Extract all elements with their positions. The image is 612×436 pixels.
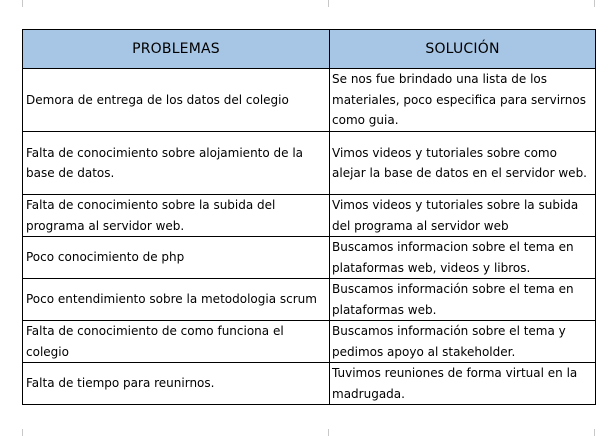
table-row xyxy=(23,132,596,195)
table-row xyxy=(23,279,596,321)
table-row xyxy=(23,321,596,363)
margin-mark-top-mid xyxy=(328,0,329,7)
solution-cell: Tuvimos reuniones de forma virtual en la madrugada. xyxy=(330,363,596,405)
margin-mark-top-left xyxy=(22,0,23,7)
solution-cell: Buscamos informacion sobre el tema en plataformas web, videos y libros. xyxy=(330,237,596,279)
problem-cell: Demora de entrega de los datos del colegio xyxy=(23,69,330,132)
table-row xyxy=(23,237,596,279)
margin-mark-bottom-mid xyxy=(328,429,329,436)
margin-mark-top-right xyxy=(594,0,595,7)
margin-mark-bottom-left xyxy=(22,429,23,436)
solution-cell: Buscamos información sobre el tema y pedimos apoyo al stakeholder. xyxy=(330,321,596,363)
problem-cell: Falta de conocimiento sobre alojamiento de la base de datos. xyxy=(23,132,330,195)
solution-cell: Se nos fue brindado una lista de los materiales, poco especifica para servirnos como guia. xyxy=(330,69,596,132)
problem-cell: Poco entendimiento sobre la metodologia scrum xyxy=(23,279,330,321)
table-row xyxy=(23,69,596,132)
header-problems: PROBLEMAS xyxy=(23,30,330,69)
table-row xyxy=(23,195,596,237)
problem-cell: Falta de conocimiento de como funciona el colegio xyxy=(23,321,330,363)
problem-cell: Falta de tiempo para reunirnos. xyxy=(23,363,330,405)
problems-solutions-table xyxy=(22,29,596,405)
margin-mark-bottom-right xyxy=(594,429,595,436)
table-header-row xyxy=(23,30,596,69)
solution-cell: Buscamos información sobre el tema en plataformas web. xyxy=(330,279,596,321)
problem-cell: Poco conocimiento de php xyxy=(23,237,330,279)
solution-cell: Vimos videos y tutoriales sobre la subida del programa al servidor web xyxy=(330,195,596,237)
solution-cell: Vimos videos y tutoriales sobre como alejar la base de datos en el servidor web. xyxy=(330,132,596,195)
table-row xyxy=(23,363,596,405)
problem-cell: Falta de conocimiento sobre la subida del programa al servidor web. xyxy=(23,195,330,237)
header-solution: SOLUCIÓN xyxy=(330,30,596,69)
